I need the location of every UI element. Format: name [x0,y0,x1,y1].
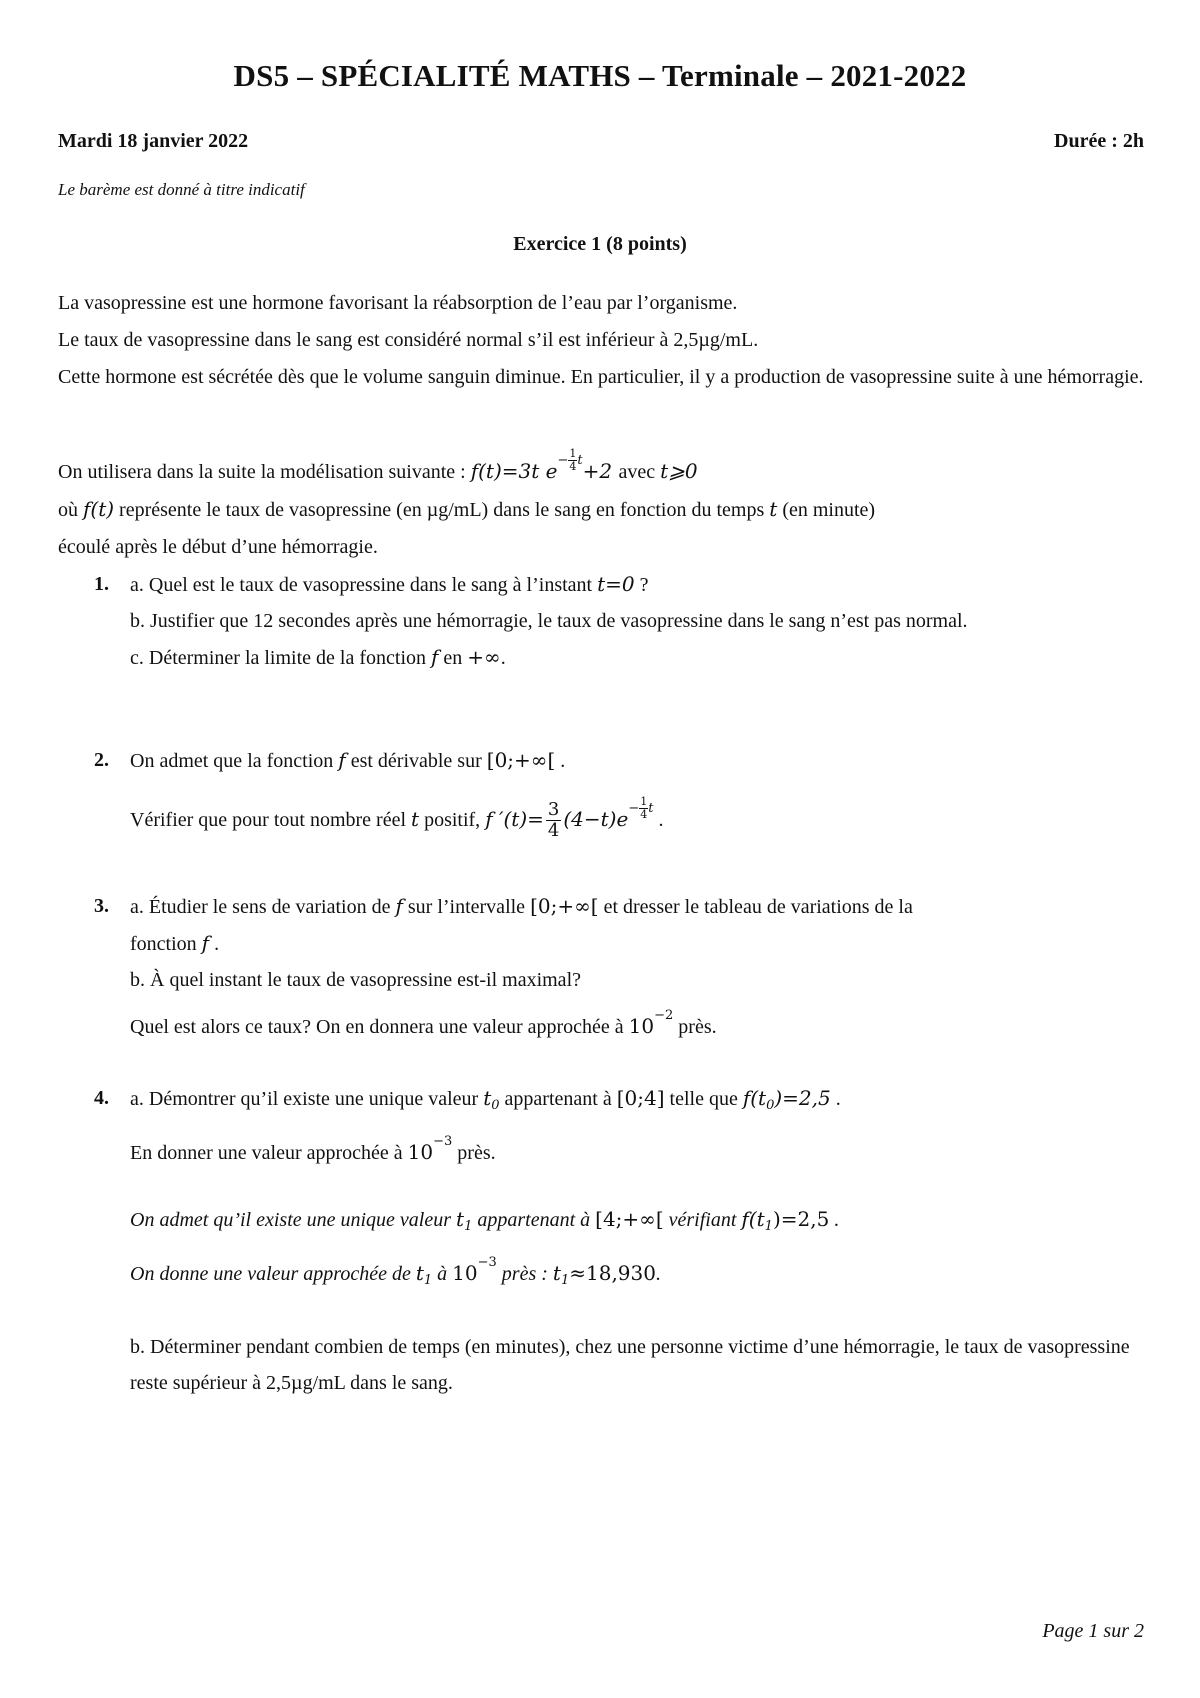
question-3a-cont: fonction f . [130,931,220,955]
model-condition: t⩾0 [660,459,698,483]
question-4b: b. Déterminer pendant combien de temps (en minutes), chez une personne victime d’une hémorragie, le taux de vasopressine reste supérieur à 2,5µg/mL dans le sang. [130,1336,1130,1394]
model-line: On utilisera dans la suite la modélisation suivante : f(t)=3t $e^{- \frac{1}{4} t}+2$ avec t⩾0 [58,447,698,483]
question-1b: b. Justifier que 12 secondes après une hémorragie, le taux de vasopressine dans le sang n’est pas normal. [130,610,968,632]
question-number: 4. [94,1087,109,1109]
question-2-line2: Vérifier que pour tout nombre réel t positif, f ′(t)= $\frac{3}{4}$ $(4-t)e^{- \frac{1}{4} t}$ . [130,795,664,841]
model-block [58,442,1148,566]
page-number: Page 1 sur 2 [1042,1620,1144,1642]
exercise-title: Exercice 1 (8 points) [513,233,687,255]
exponent-fraction: $\frac{1}{4}$ [569,447,577,473]
exercise-intro [58,285,1148,396]
question-3b: b. À quel instant le taux de vasopressine est-il maximal? [130,969,581,991]
model-line: où f(t) représente le taux de vasopressine (en µg/mL) dans le sang en fonction du temps t (en minute) [58,497,876,521]
derivative-fraction: $\frac{3}{4}$ [547,799,560,841]
intro-line: Cette hormone est sécrétée dès que le volume sanguin diminue. En particulier, il y a production de vasopressine suite à une hémorragie. [58,366,1144,388]
intro-line: Le taux de vasopressine dans le sang est considéré normal s’il est inférieur à 2,5µg/mL. [58,329,759,351]
intro-line: La vasopressine est une hormone favorisant la réabsorption de l’eau par l’organisme. [58,292,738,314]
exam-date: Mardi 18 janvier 2022 [58,130,249,152]
question-3a: a. Étudier le sens de variation de f sur l’intervalle [0;+∞[ et dresser le tableau de variations de la [130,894,913,918]
model-lead: On utilisera dans la suite la modélisation suivante : [58,461,466,483]
question-4a-cont: En donner une valeur approchée à $10^{-3}$ près. [130,1134,496,1164]
question-number: 2. [94,749,109,771]
model-line: écoulé après le début d’une hémorragie. [58,536,378,558]
question-number: 1. [94,573,109,595]
question-1c: c. Déterminer la limite de la fonction f en +∞. [130,645,506,669]
question-3b-cont: Quel est alors ce taux? On en donnera une valeur approchée à $10^{-2}$ près. [130,1008,717,1038]
question-4-admitted-2: On donne une valeur approchée de $t_1$ à $10^{-3}$ près : $t_1\approx 18,930$. [130,1255,661,1288]
model-formula: f(t)=3t $e^{- \frac{1}{4} t}+2$ [470,447,613,483]
exam-title: DS5 – SPÉCIALITÉ MATHS – Terminale – 2021-2022 [233,58,967,93]
bareme-note: Le barème est donné à titre indicatif [58,180,305,199]
question-number: 3. [94,895,109,917]
derivative-formula: f ′(t)= $\frac{3}{4}$ $(4-t)e^{- \frac{1}{4} t}$ [485,795,654,841]
question-4a: a. Démontrer qu’il existe une unique valeur $t_0$ appartenant à [0;4] telle que $f(t_0)=2,5$ . [130,1086,841,1113]
model-exponent: − 1 4 t [557,447,583,473]
question-4-admitted-1: On admet qu’il existe une unique valeur $t_1$ appartenant à [4;+∞[ vérifiant $f(t_1)=2,5$ . [130,1207,840,1234]
question-1a: a. Quel est le taux de vasopressine dans le sang à l’instant t=0 ? [130,572,649,596]
question-2-line1: On admet que la fonction f est dérivable sur [0;+∞[ . [130,748,566,772]
exam-duration: Durée : 2h [1054,130,1144,152]
